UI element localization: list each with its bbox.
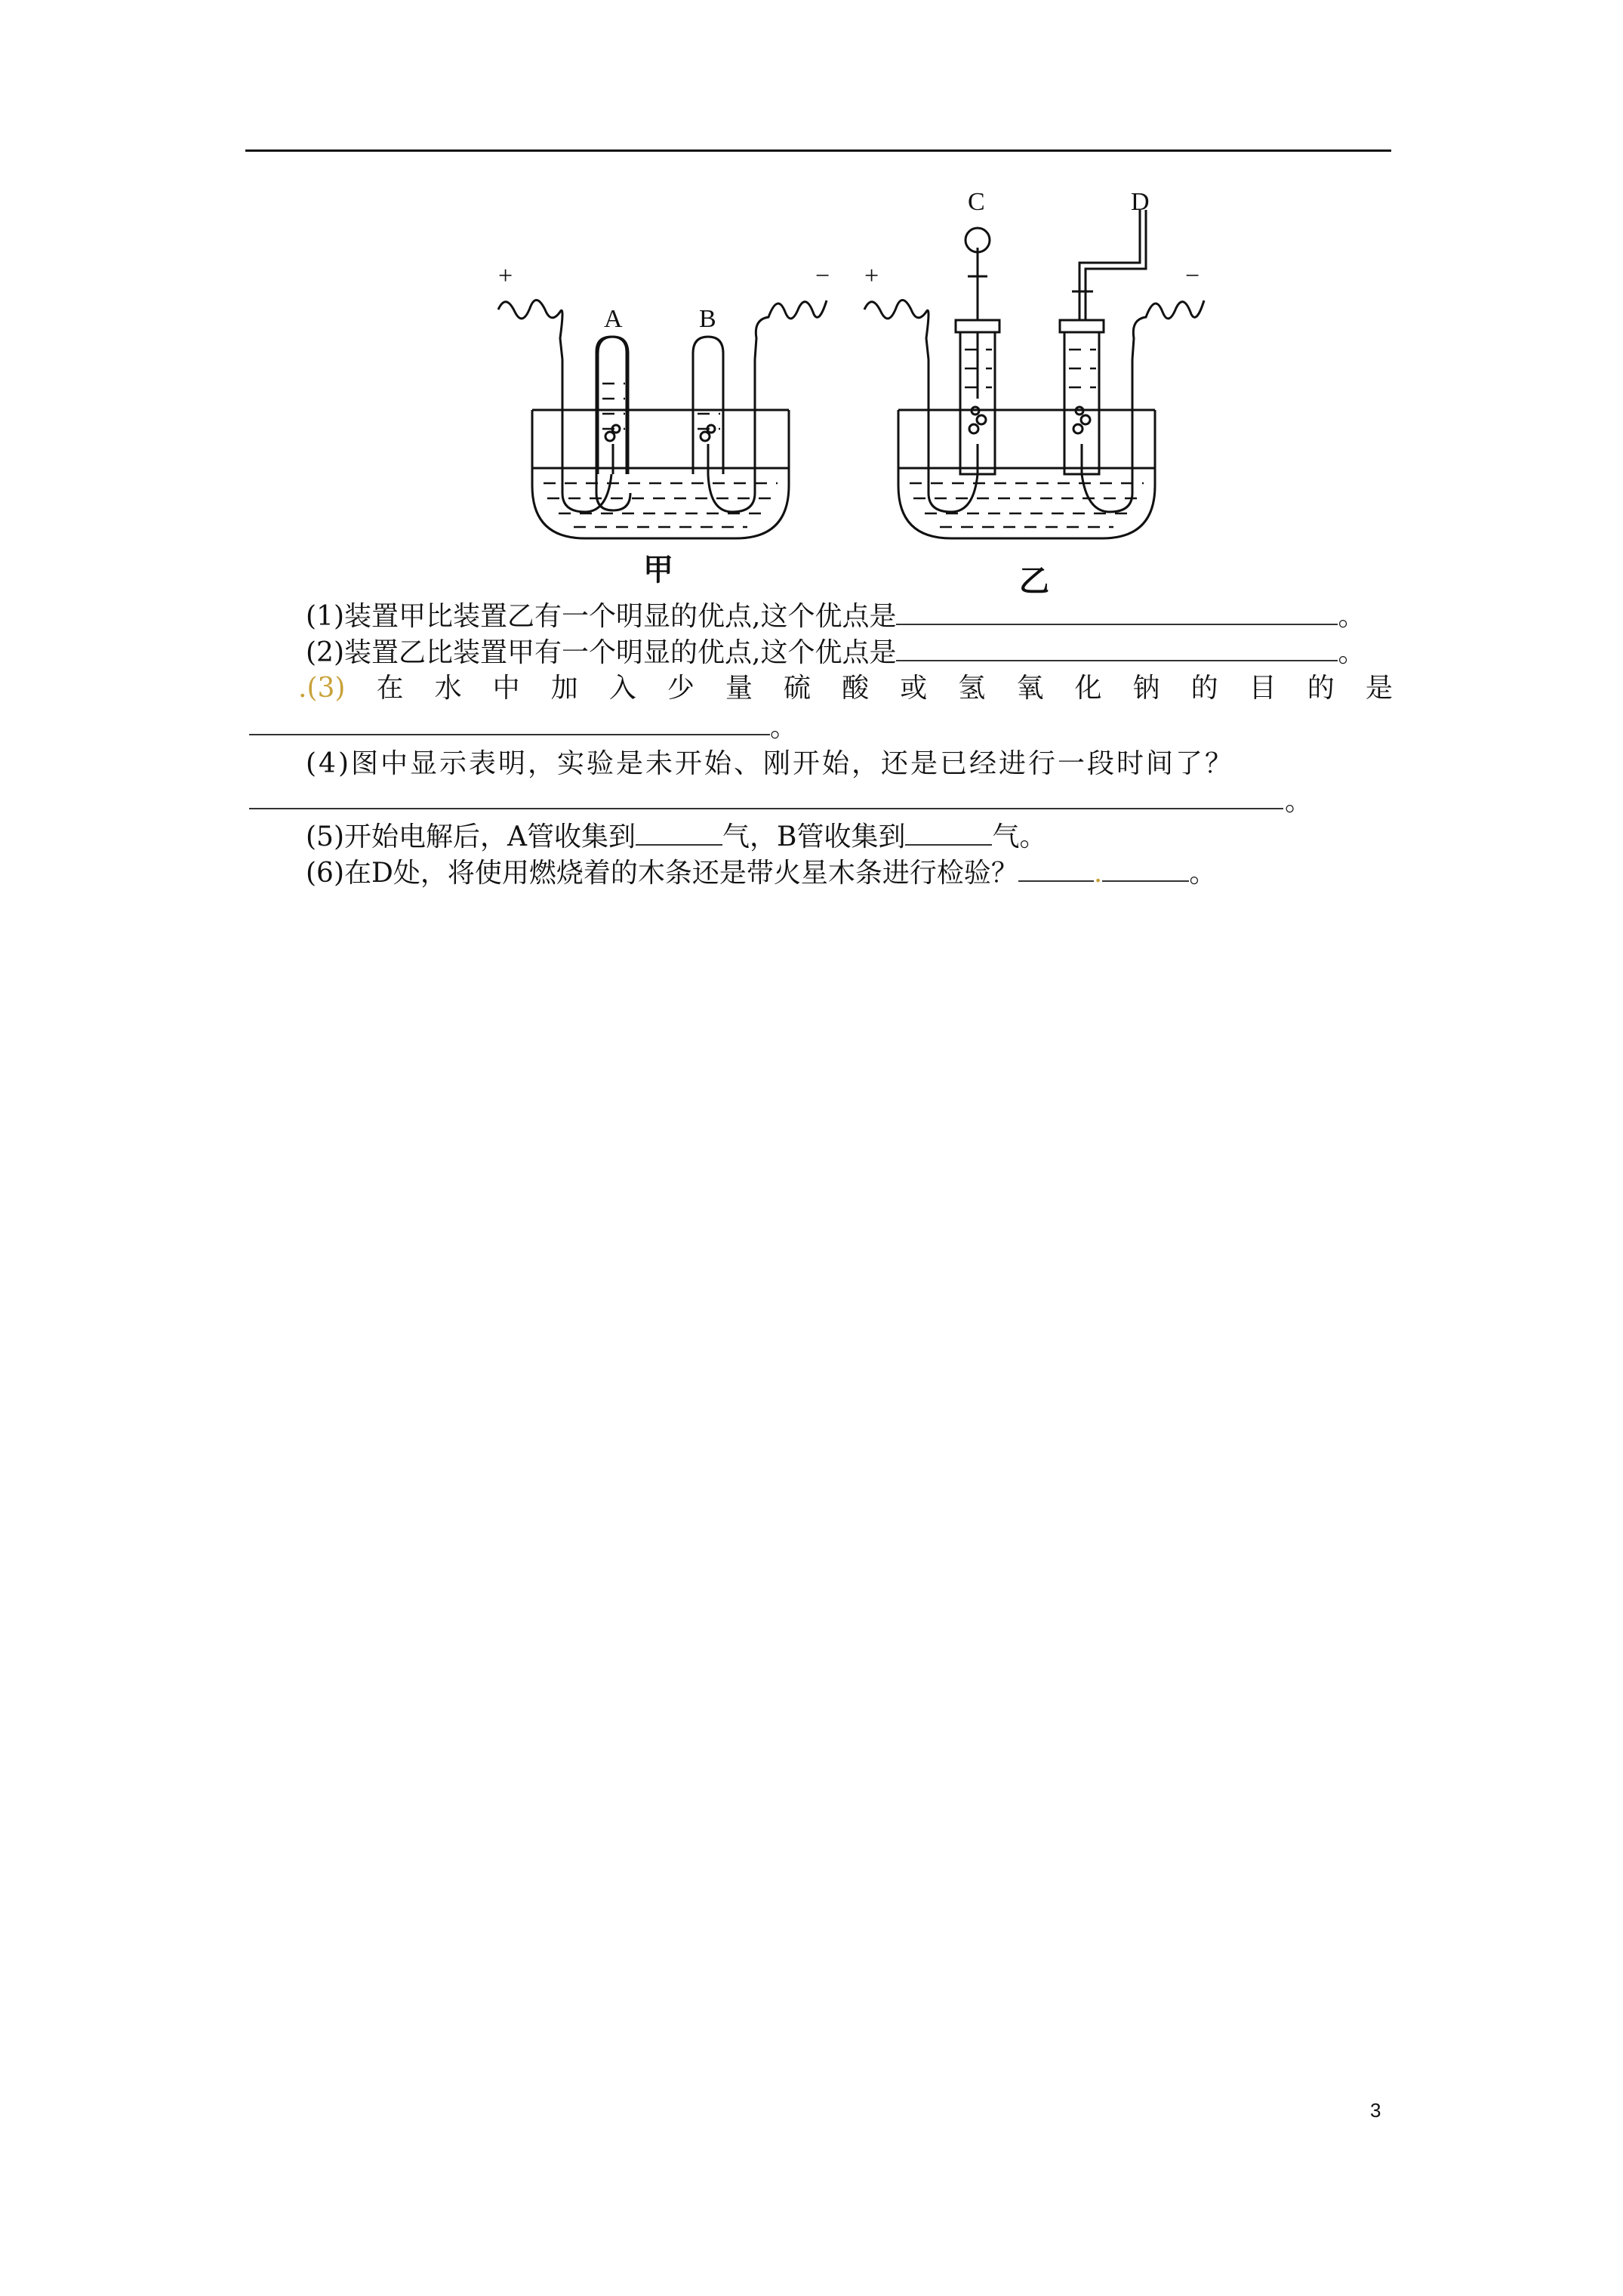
question-6-text: (6)在D处，将使用燃烧着的木条还是带火星木条进行检验？ xyxy=(306,858,1018,889)
q3-char: 在 xyxy=(376,673,404,704)
period: 。 xyxy=(770,712,798,743)
q3-char: 酸 xyxy=(842,673,870,704)
header-rule xyxy=(245,149,1391,152)
question-5-text: (5)开始电解后，A管收集到 xyxy=(306,821,636,852)
answer-blank-1[interactable] xyxy=(896,601,1338,625)
plus-sign-left: + xyxy=(498,262,513,290)
period: 。 xyxy=(1338,637,1366,668)
answer-blank-5b[interactable] xyxy=(905,821,992,846)
period: 。 xyxy=(1338,601,1366,632)
question-5-text-end: 气。 xyxy=(992,821,1047,852)
period: 。 xyxy=(1285,786,1313,817)
question-1 xyxy=(306,600,1365,633)
q3-char: 化 xyxy=(1074,673,1102,704)
question-4-text: (4)图中显示表明，实验是未开始、刚开始，还是已经进行一段时间了？ xyxy=(306,748,1234,779)
question-2 xyxy=(306,636,1365,670)
plus-sign-right: + xyxy=(864,262,879,290)
question-3-number: .(3) xyxy=(298,673,346,704)
minus-sign-left: − xyxy=(815,262,830,290)
q3-char: 硫 xyxy=(784,673,812,704)
question-2-text: (2)装置乙比装置甲有一个明显的优点,这个优点是 xyxy=(306,637,897,668)
q3-char: 加 xyxy=(550,673,578,704)
minus-sign-right: − xyxy=(1185,262,1200,290)
q3-char: 的 xyxy=(1190,673,1218,704)
caption-yi: 乙 xyxy=(1019,564,1049,599)
question-1-text: (1)装置甲比装置乙有一个明显的优点,这个优点是 xyxy=(306,601,897,632)
question-3 xyxy=(298,672,1393,705)
q3-char: 目 xyxy=(1249,673,1277,704)
label-d: D xyxy=(1131,188,1150,216)
answer-blank-4[interactable] xyxy=(249,808,1283,809)
answer-blank-5a[interactable] xyxy=(636,821,722,846)
period: 。 xyxy=(1189,858,1217,889)
question-5-text-mid: 气，B管收集到 xyxy=(722,821,906,852)
q3-char: 量 xyxy=(725,673,753,704)
q3-char: 钠 xyxy=(1132,673,1160,704)
electrolysis-apparatus-figure xyxy=(476,187,1230,599)
q3-char: 氢 xyxy=(958,673,986,704)
label-c: C xyxy=(968,188,985,216)
answer-blank-2[interactable] xyxy=(896,637,1338,661)
q3-char: 少 xyxy=(667,673,694,704)
apparatus-jia xyxy=(498,300,827,538)
q3-char: 水 xyxy=(434,673,462,704)
q3-char: 氧 xyxy=(1016,673,1044,704)
question-6 xyxy=(306,857,1216,890)
apparatus-yi xyxy=(864,210,1204,538)
caption-jia: 甲 xyxy=(643,553,673,587)
marker-dot: . xyxy=(1093,858,1103,889)
question-5 xyxy=(306,821,1046,854)
page-number: 3 xyxy=(1370,2099,1381,2122)
q3-char: 或 xyxy=(900,673,928,704)
answer-blank-3[interactable] xyxy=(249,734,770,735)
answer-blank-6a[interactable] xyxy=(1018,858,1094,882)
q3-char: 中 xyxy=(492,673,520,704)
q3-char: 是 xyxy=(1365,673,1393,704)
answer-blank-6b[interactable] xyxy=(1102,858,1189,882)
q3-char: 入 xyxy=(608,673,636,704)
tube-a-label: A xyxy=(604,305,623,333)
tube-b-label: B xyxy=(699,305,716,333)
q3-char: 的 xyxy=(1307,673,1335,704)
